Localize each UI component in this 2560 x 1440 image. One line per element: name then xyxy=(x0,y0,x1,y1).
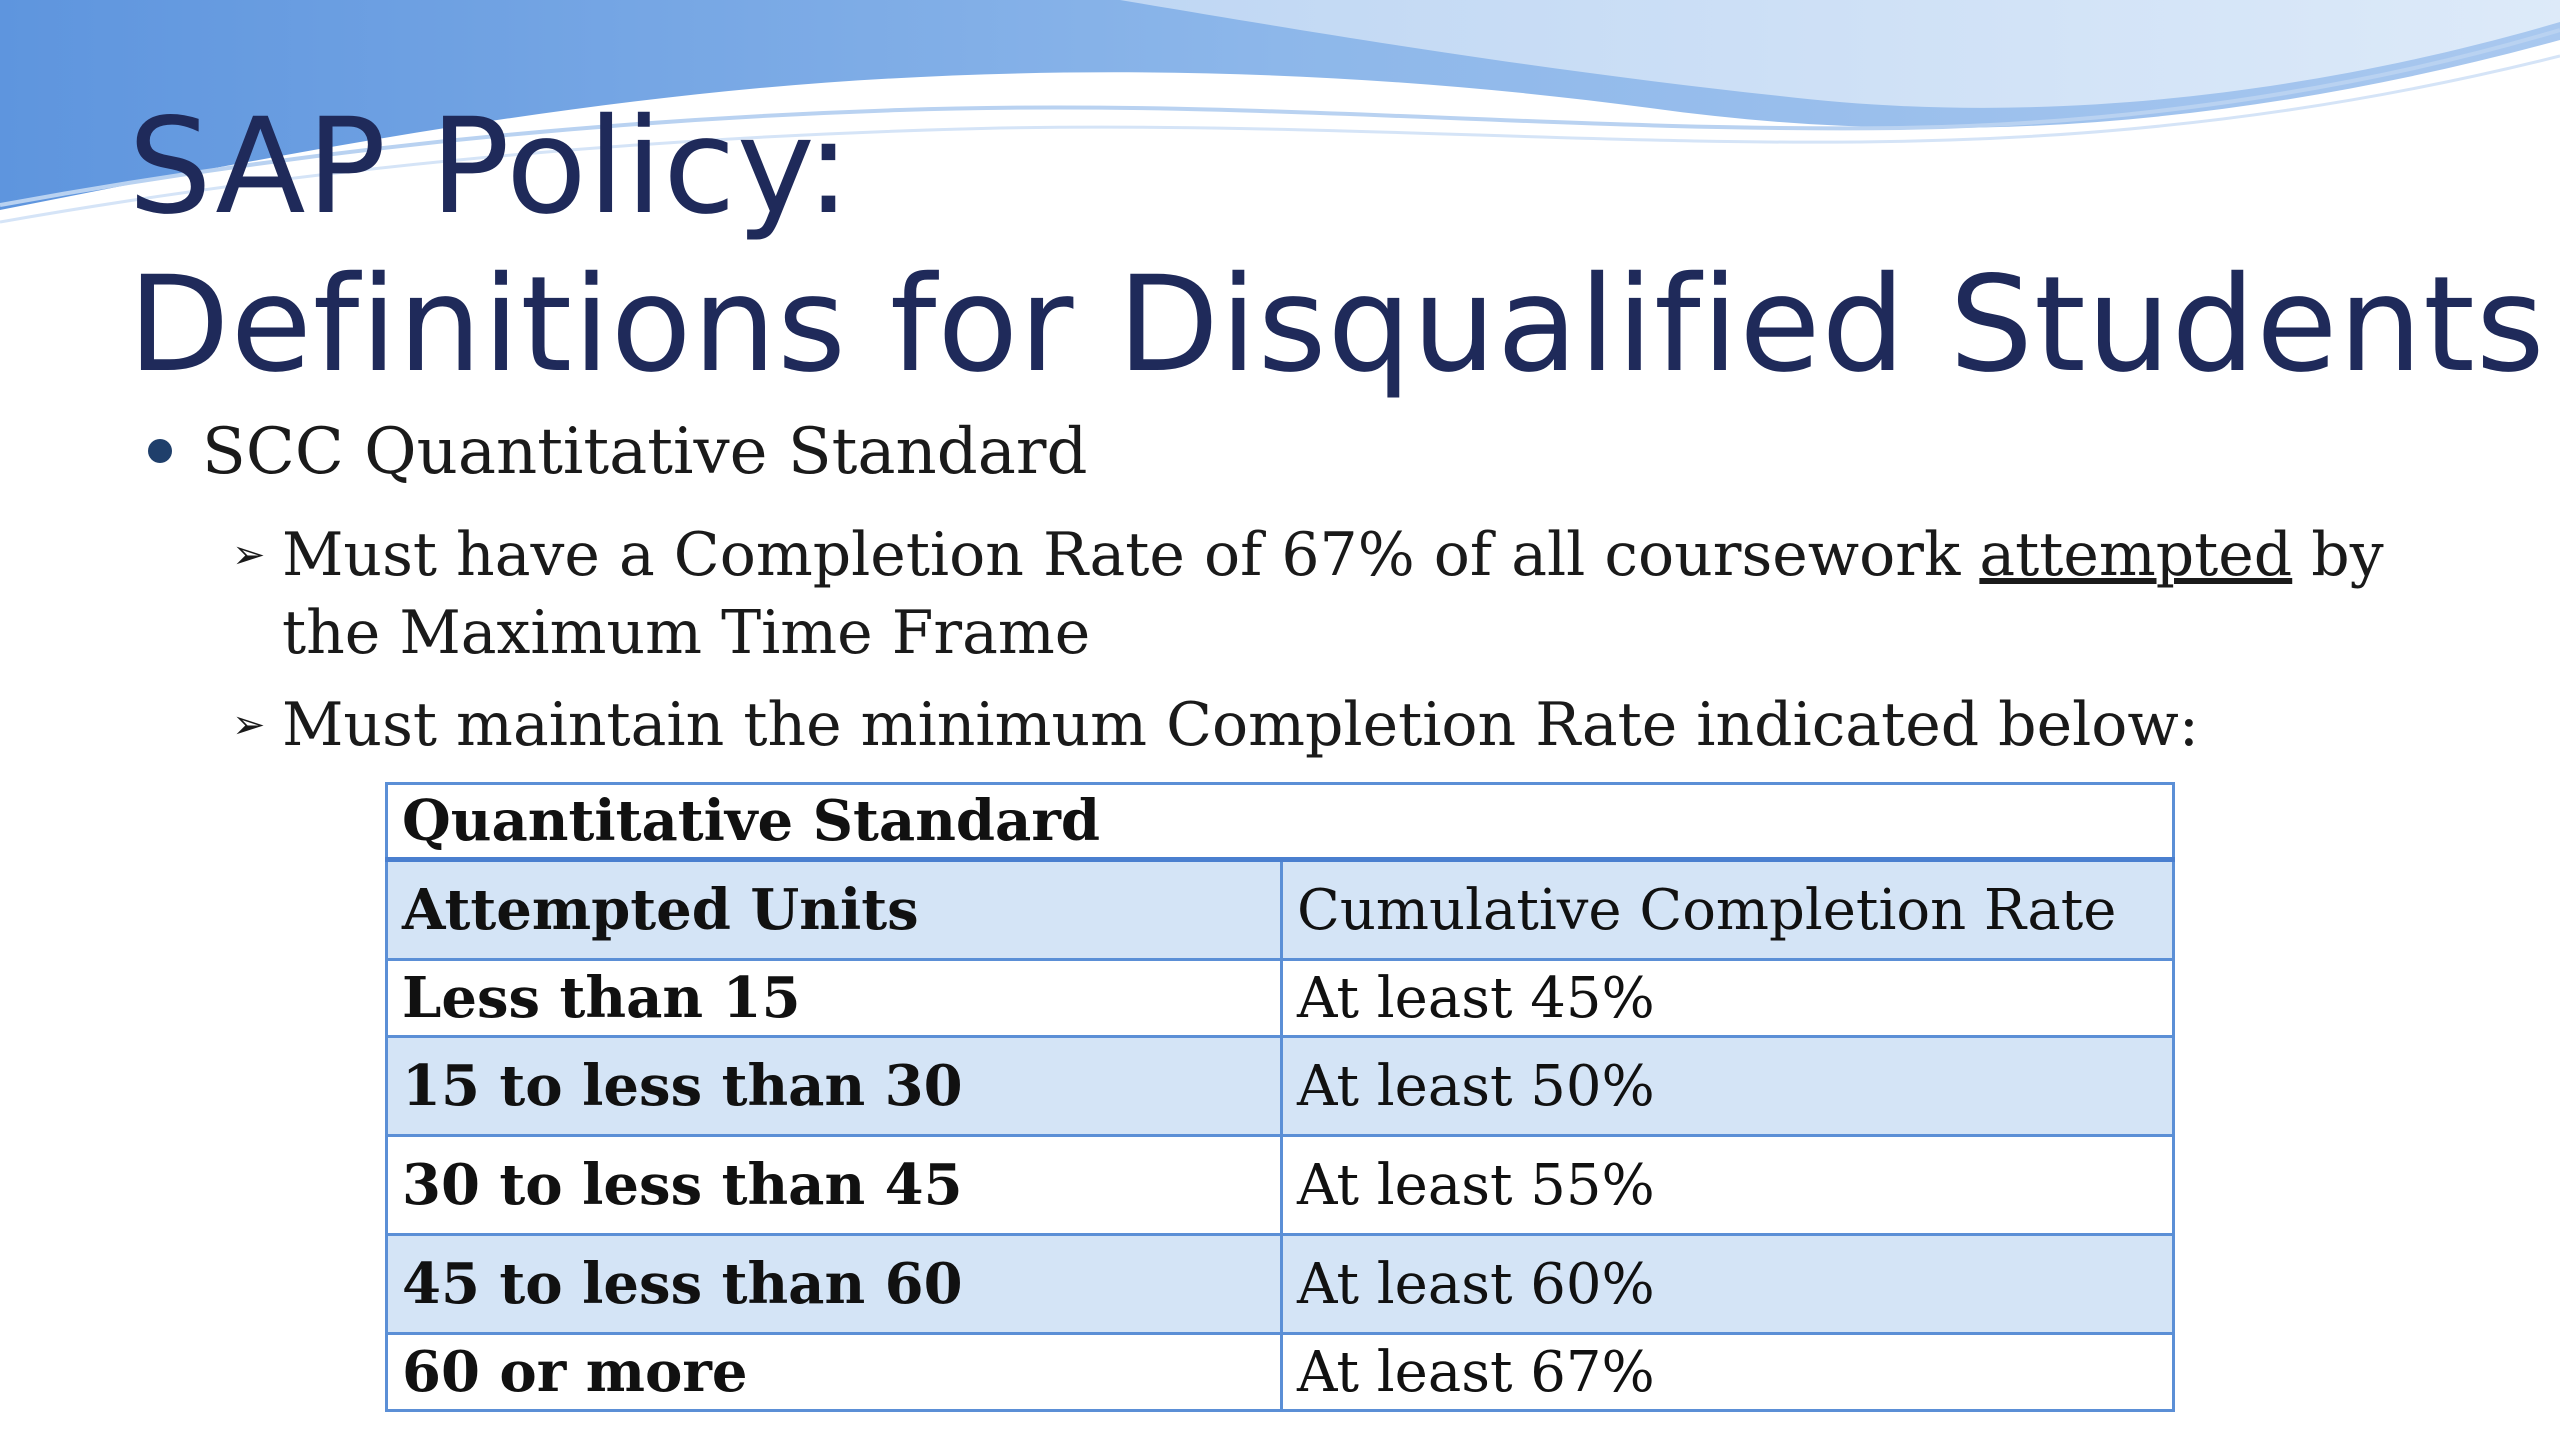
table-cell-units: 15 to less than 30 xyxy=(387,1037,1282,1136)
table-row xyxy=(387,960,2174,1037)
table-cell-units: 45 to less than 60 xyxy=(387,1235,1282,1334)
table-title-row xyxy=(387,784,2174,860)
arrow-bullet-icon: ➢ xyxy=(232,532,266,578)
table-row xyxy=(387,1037,2174,1136)
table-cell-rate: At least 50% xyxy=(1282,1037,2174,1136)
arrow-bullet-icon: ➢ xyxy=(232,702,266,748)
sub-bullet-1-underlined: attempted xyxy=(1979,520,2293,590)
bullet-text: SCC Quantitative Standard xyxy=(202,415,1088,489)
standard-table-container xyxy=(385,782,2175,1412)
bullet-list xyxy=(148,404,2448,764)
table-cell-units: 60 or more xyxy=(387,1334,1282,1411)
table-row xyxy=(387,1334,2174,1411)
title-line-2: Definitions for Disqualified Students xyxy=(128,248,2546,402)
sub-bullet-2 xyxy=(148,686,2448,764)
column-header-attempted-units: Attempted Units xyxy=(387,860,1282,960)
table-header-row xyxy=(387,860,2174,960)
table-row xyxy=(387,1235,2174,1334)
table-title: Quantitative Standard xyxy=(387,784,2174,860)
column-header-completion-rate: Cumulative Completion Rate xyxy=(1282,860,2174,960)
table-cell-units: 30 to less than 45 xyxy=(387,1136,1282,1235)
table-cell-units: Less than 15 xyxy=(387,960,1282,1037)
table-row xyxy=(387,1136,2174,1235)
sub-bullet-1-text-before: Must have a Completion Rate of 67% of all coursework xyxy=(282,520,1980,590)
sub-bullet-1-text-after: by the Maximum Time Frame xyxy=(282,520,2384,668)
slide-title xyxy=(128,88,2546,404)
sub-bullet-2-text: Must maintain the minimum Completion Rate indicated below: xyxy=(282,690,2199,760)
sub-bullet-1 xyxy=(148,516,2448,672)
dot-bullet-icon xyxy=(148,439,172,463)
bullet-item xyxy=(148,404,2448,500)
quantitative-standard-table xyxy=(385,782,2175,1412)
title-line-1: SAP Policy: xyxy=(128,90,852,244)
table-cell-rate: At least 60% xyxy=(1282,1235,2174,1334)
table-cell-rate: At least 55% xyxy=(1282,1136,2174,1235)
table-cell-rate: At least 45% xyxy=(1282,960,2174,1037)
table-cell-rate: At least 67% xyxy=(1282,1334,2174,1411)
